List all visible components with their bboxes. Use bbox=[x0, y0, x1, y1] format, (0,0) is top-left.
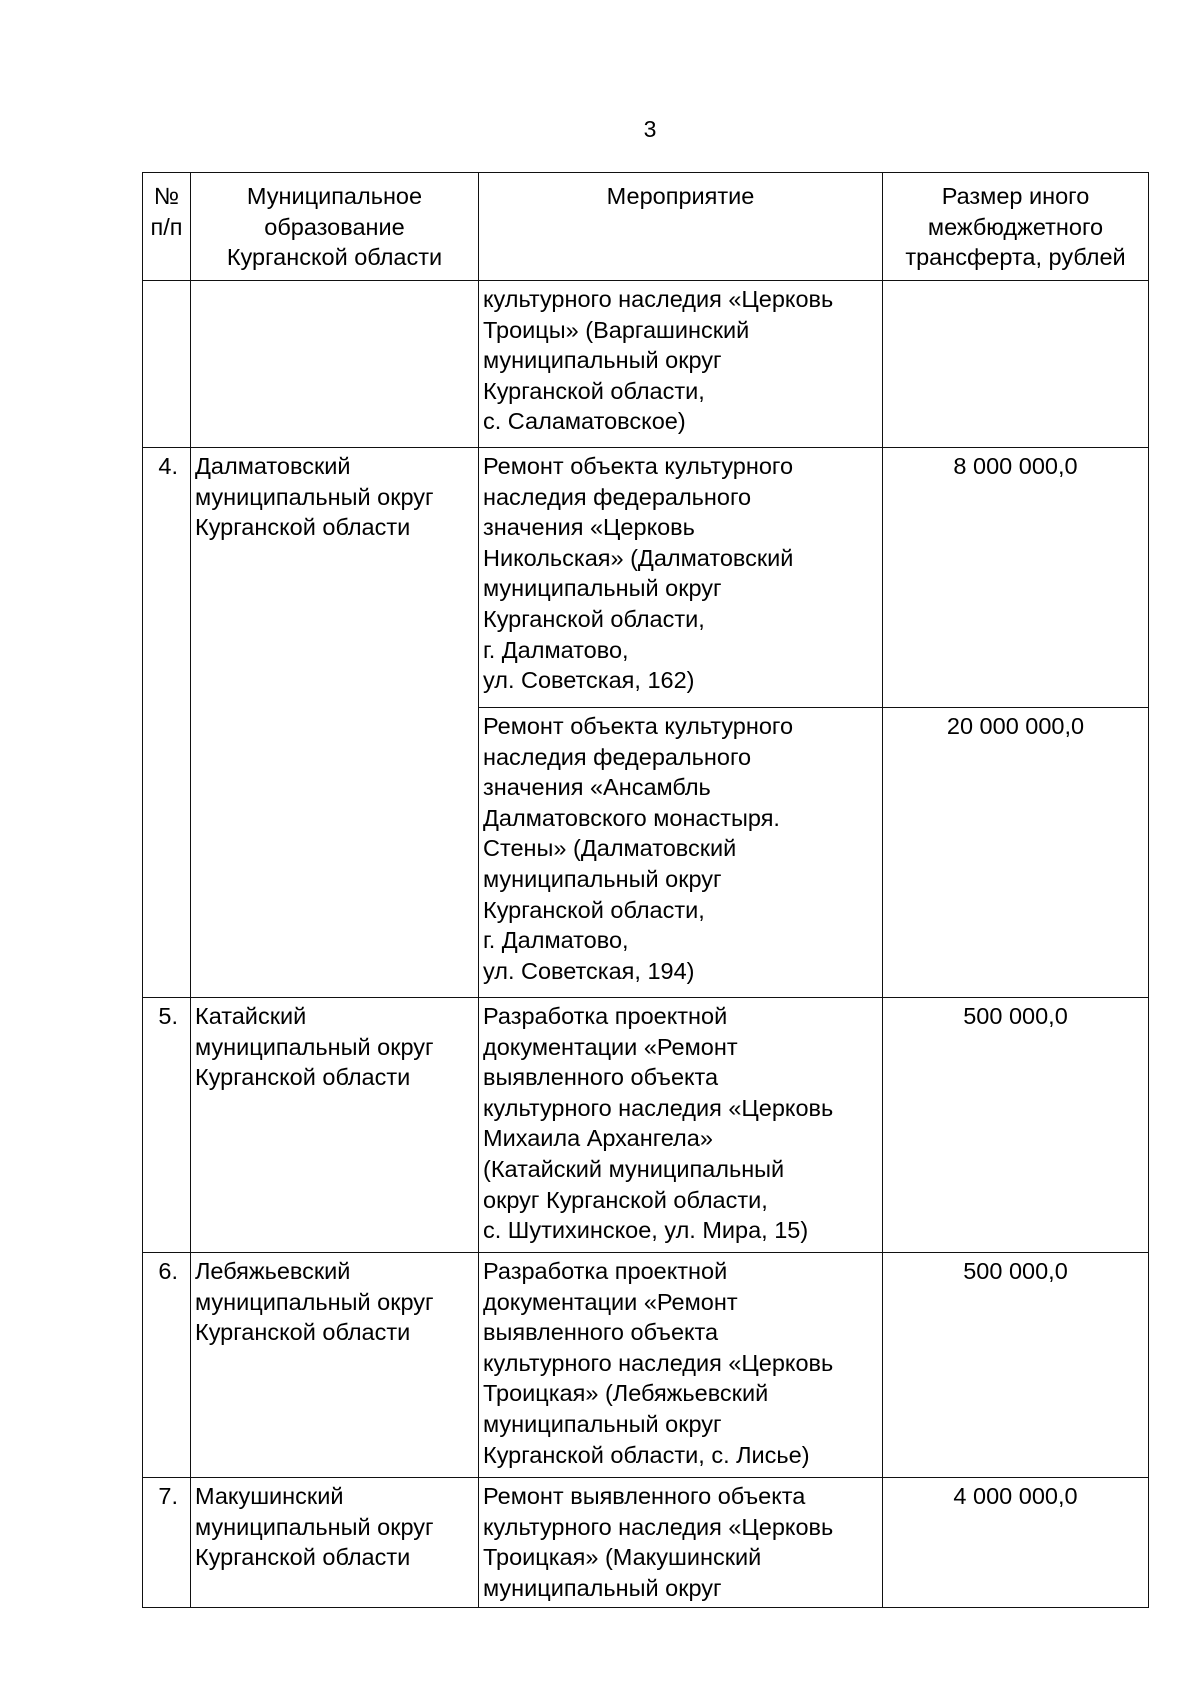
header-event: Мероприятие bbox=[479, 173, 883, 281]
row-amount: 8 000 000,0 bbox=[883, 448, 1149, 708]
row-amount: 500 000,0 bbox=[883, 1253, 1149, 1478]
row-event: Разработка проектной документации «Ремонт выявленного объекта культурного наследия «Церковь Михаила Архангела» (Катайский муниципальный округ Курганской области, с. Шутихинское, ул. Мира, 15) bbox=[479, 998, 883, 1253]
table-row bbox=[143, 448, 1149, 708]
transfer-table bbox=[142, 172, 1149, 1608]
table-row bbox=[143, 998, 1149, 1253]
row-amount bbox=[883, 281, 1149, 448]
row-number: 7. bbox=[143, 1478, 191, 1608]
header-number: № п/п bbox=[143, 173, 191, 281]
row-municipality: Далматовский муниципальный округ Курганской области bbox=[191, 448, 479, 998]
row-municipality bbox=[191, 281, 479, 448]
row-municipality: Катайский муниципальный округ Курганской области bbox=[191, 998, 479, 1253]
row-amount: 500 000,0 bbox=[883, 998, 1149, 1253]
row-number: 6. bbox=[143, 1253, 191, 1478]
row-event: Разработка проектной документации «Ремонт выявленного объекта культурного наследия «Церковь Троицкая» (Лебяжьевский муниципальный округ Курганской области, с. Лисье) bbox=[479, 1253, 883, 1478]
table-row bbox=[143, 1253, 1149, 1478]
row-amount: 4 000 000,0 bbox=[883, 1478, 1149, 1608]
header-amount: Размер иного межбюджетного трансферта, рублей bbox=[883, 173, 1149, 281]
row-number bbox=[143, 281, 191, 448]
table-header-row bbox=[143, 173, 1149, 281]
row-event: Ремонт выявленного объекта культурного наследия «Церковь Троицкая» (Макушинский муниципальный округ bbox=[479, 1478, 883, 1608]
table-row bbox=[143, 1478, 1149, 1608]
row-event: Ремонт объекта культурного наследия федерального значения «Ансамбль Далматовского монастыря. Стены» (Далматовский муниципальный округ Курганской области, г. Далматово, ул. Советская, 194) bbox=[479, 708, 883, 998]
row-number: 5. bbox=[143, 998, 191, 1253]
table-row-continuation bbox=[143, 281, 1149, 448]
page-number: 3 bbox=[643, 116, 657, 142]
row-event: культурного наследия «Церковь Троицы» (Варгашинский муниципальный округ Курганской области, с. Саламатовское) bbox=[479, 281, 883, 448]
row-event: Ремонт объекта культурного наследия федерального значения «Церковь Никольская» (Далматовский муниципальный округ Курганской области, г. Далматово, ул. Советская, 162) bbox=[479, 448, 883, 708]
row-municipality: Лебяжьевский муниципальный округ Курганской области bbox=[191, 1253, 479, 1478]
header-municipality: Муниципальное образование Курганской области bbox=[191, 173, 479, 281]
row-number: 4. bbox=[143, 448, 191, 998]
row-municipality: Макушинский муниципальный округ Курганской области bbox=[191, 1478, 479, 1608]
row-amount: 20 000 000,0 bbox=[883, 708, 1149, 998]
